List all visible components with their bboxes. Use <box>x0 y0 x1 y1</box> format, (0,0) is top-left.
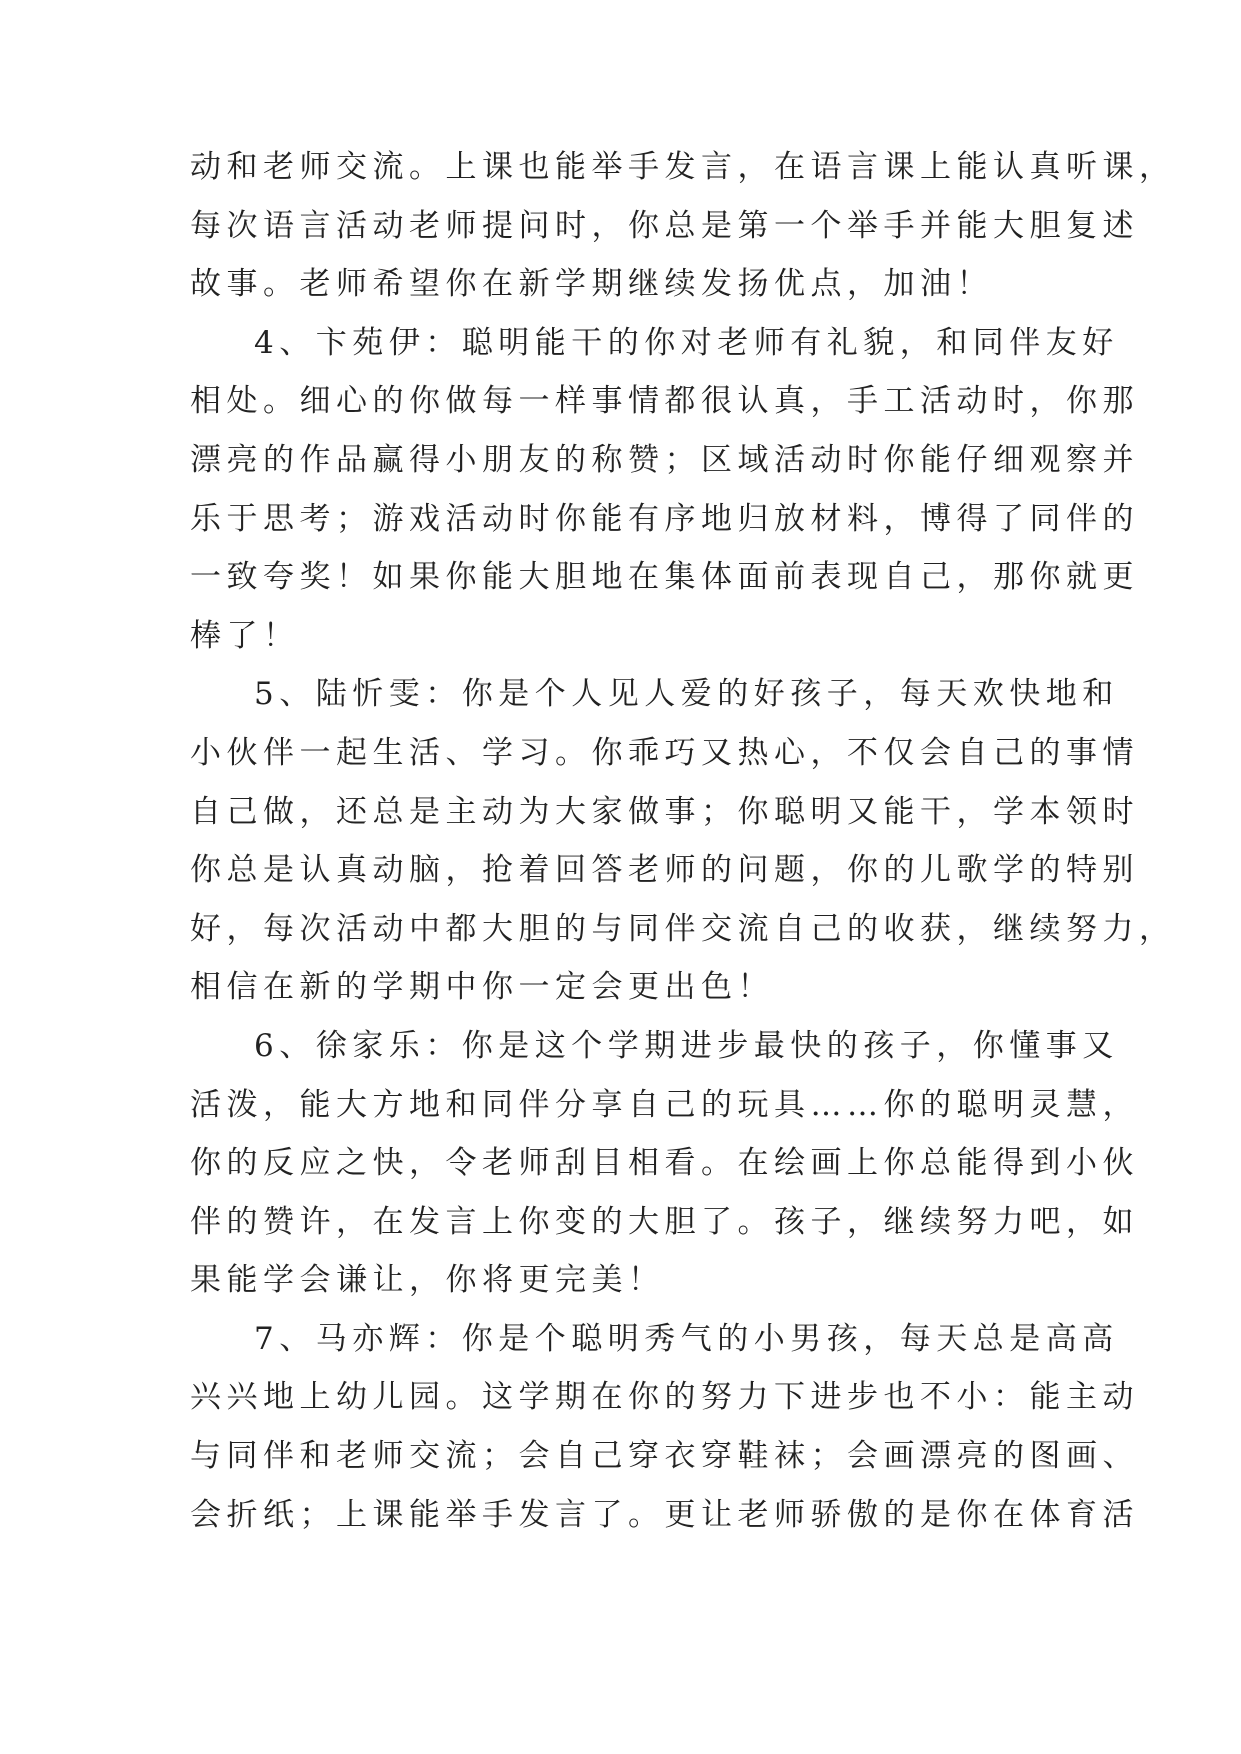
paragraph-start-line: 5、陆忻雯：你是个人见人爱的好孩子，每天欢快地和 <box>254 676 1119 713</box>
text-line: 你总是认真动脑，抢着回答老师的问题，你的儿歌学的特别 <box>190 852 1139 889</box>
text-line: 小伙伴一起生活、学习。你乖巧又热心，不仅会自己的事情 <box>190 734 1139 771</box>
text-line: 果能学会谦让，你将更完美！ <box>190 1262 665 1299</box>
text-line: 兴兴地上幼儿园。这学期在你的努力下进步也不小：能主动 <box>190 1379 1139 1416</box>
text-line: 相处。细心的你做每一样事情都很认真，手工活动时，你那 <box>190 383 1139 420</box>
text-line: 漂亮的作品赢得小朋友的称赞；区域活动时你能仔细观察并 <box>190 441 1139 478</box>
text-line: 活泼，能大方地和同伴分享自己的玩具……你的聪明灵慧， <box>190 1086 1139 1123</box>
text-line: 一致夸奖！如果你能大胆地在集体面前表现自己，那你就更 <box>190 559 1139 596</box>
text-line: 每次语言活动老师提问时，你总是第一个举手并能大胆复述 <box>190 207 1139 244</box>
text-line: 乐于思考；游戏活动时你能有序地归放材料，博得了同伴的 <box>190 500 1139 537</box>
text-line: 会折纸；上课能举手发言了。更让老师骄傲的是你在体育活 <box>190 1496 1139 1533</box>
text-line: 与同伴和老师交流；会自己穿衣穿鞋袜；会画漂亮的图画、 <box>190 1438 1139 1475</box>
text-line: 伴的赞许，在发言上你变的大胆了。孩子，继续努力吧，如 <box>190 1203 1139 1240</box>
paragraph-start-line: 7、马亦辉：你是个聪明秀气的小男孩，每天总是高高 <box>254 1320 1119 1357</box>
paragraph-start-line: 4、卞苑伊：聪明能干的你对老师有礼貌，和同伴友好 <box>254 324 1119 361</box>
text-line: 棒了！ <box>190 617 300 654</box>
text-line: 自己做，还总是主动为大家做事；你聪明又能干，学本领时 <box>190 793 1139 830</box>
text-line: 动和老师交流。上课也能举手发言，在语言课上能认真听课， <box>190 149 1176 185</box>
text-line: 你的反应之快，令老师刮目相看。在绘画上你总能得到小伙 <box>190 1145 1139 1182</box>
document-body <box>190 138 1176 1544</box>
text-line: 好，每次活动中都大胆的与同伴交流自己的收获，继续努力， <box>190 910 1176 947</box>
text-line: 故事。老师希望你在新学期继续发扬优点，加油！ <box>190 266 993 303</box>
text-line: 相信在新的学期中你一定会更出色！ <box>190 969 774 1006</box>
paragraph-start-line: 6、徐家乐：你是这个学期进步最快的孩子，你懂事又 <box>254 1027 1119 1064</box>
